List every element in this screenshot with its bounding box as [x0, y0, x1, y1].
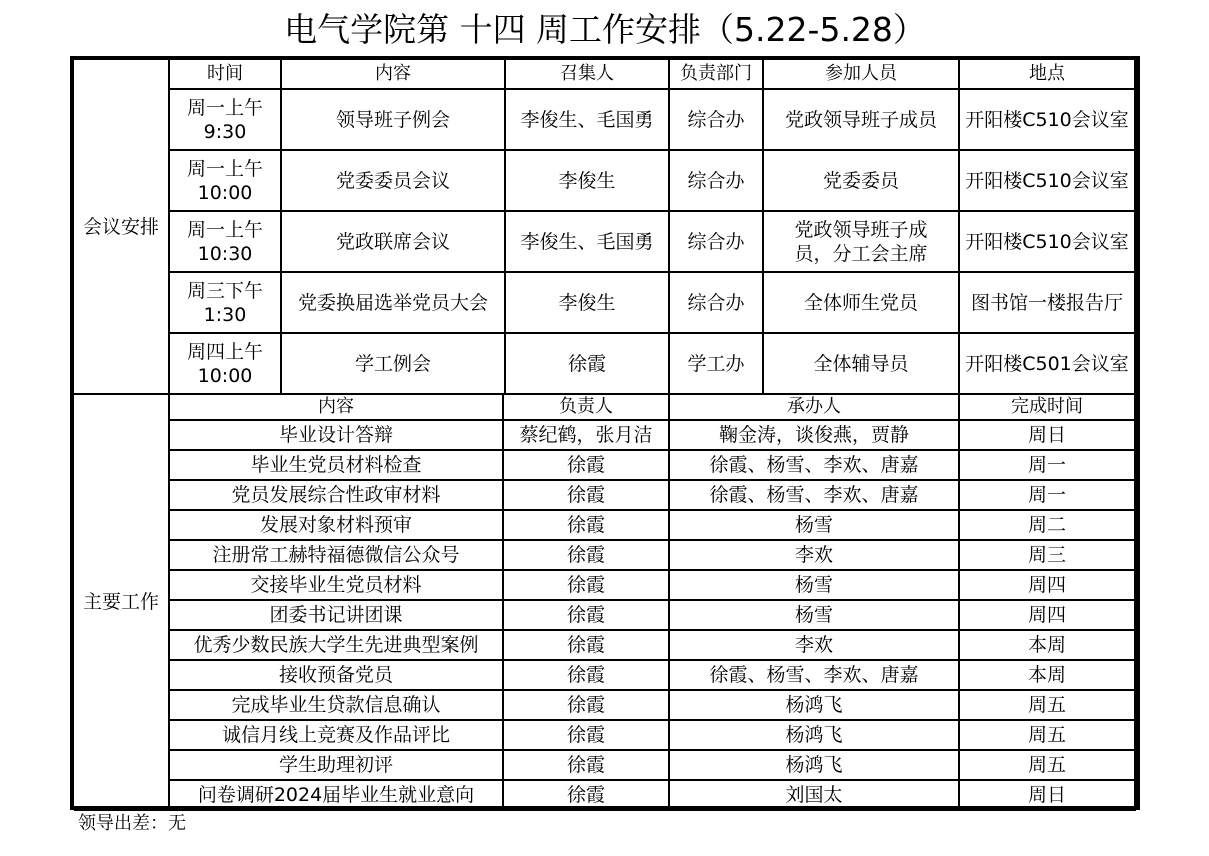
work-cell: 团委书记讲团课: [170, 601, 504, 631]
work-cell: 毕业设计答辩: [170, 421, 504, 451]
work-header-cell: 内容: [170, 395, 504, 421]
work-cell: 徐霞、杨雪、李欢、唐嘉: [670, 661, 960, 691]
work-cell: 蔡纪鹤，张月洁: [504, 421, 670, 451]
meeting-cell: 党委委员会议: [282, 151, 506, 212]
work-cell: 杨鸿飞: [670, 751, 960, 781]
meeting-header-cell: 内容: [282, 60, 506, 90]
meeting-cell: 李俊生、毛国勇: [506, 90, 670, 151]
work-cell: 徐霞: [504, 511, 670, 541]
work-cell: 学生助理初评: [170, 751, 504, 781]
work-cell: 李欢: [670, 541, 960, 571]
meeting-header-cell: 负责部门: [670, 60, 764, 90]
work-cell: 诚信月线上竞赛及作品评比: [170, 721, 504, 751]
work-cell: 周四: [960, 601, 1136, 631]
schedule-table: [70, 56, 1140, 810]
footer-note: 领导出差：无: [78, 813, 186, 834]
meeting-cell: 开阳楼C501会议室: [960, 334, 1136, 395]
meeting-cell: 李俊生、毛国勇: [506, 212, 670, 273]
page-title: 电气学院第 十四 周工作安排（5.22-5.28）: [284, 10, 926, 49]
work-header-cell: 完成时间: [960, 395, 1136, 421]
work-cell: 杨雪: [670, 571, 960, 601]
work-cell: 徐霞: [504, 631, 670, 661]
work-cell: 周四: [960, 571, 1136, 601]
work-header-cell: 承办人: [670, 395, 960, 421]
meeting-cell: 周四上午 10:00: [170, 334, 282, 395]
work-cell: 徐霞、杨雪、李欢、唐嘉: [670, 481, 960, 511]
work-cell: 优秀少数民族大学生先进典型案例: [170, 631, 504, 661]
work-cell: 发展对象材料预审: [170, 511, 504, 541]
meeting-header-cell: 参加人员: [764, 60, 960, 90]
work-cell: 徐霞: [504, 751, 670, 781]
meeting-cell: 党政领导班子成员: [764, 90, 960, 151]
work-cell: 周五: [960, 721, 1136, 751]
meeting-header-cell: 地点: [960, 60, 1136, 90]
work-cell: 完成毕业生贷款信息确认: [170, 691, 504, 721]
meeting-cell: 李俊生: [506, 273, 670, 334]
meeting-cell: 开阳楼C510会议室: [960, 90, 1136, 151]
meeting-cell: 周一上午 10:30: [170, 212, 282, 273]
work-cell: 周五: [960, 751, 1136, 781]
work-cell: 毕业生党员材料检查: [170, 451, 504, 481]
meeting-cell: 综合办: [670, 90, 764, 151]
meeting-cell: 学工例会: [282, 334, 506, 395]
work-cell: 本周: [960, 661, 1136, 691]
work-cell: 注册常工赫特福德微信公众号: [170, 541, 504, 571]
work-cell: 接收预备党员: [170, 661, 504, 691]
work-cell: 交接毕业生党员材料: [170, 571, 504, 601]
work-cell: 鞠金涛，谈俊燕，贾静: [670, 421, 960, 451]
work-cell: 徐霞: [504, 691, 670, 721]
work-cell: 周三: [960, 541, 1136, 571]
meeting-cell: 党政领导班子成 员，分工会主席: [764, 212, 960, 273]
meeting-cell: 全体师生党员: [764, 273, 960, 334]
work-cell: 刘国太: [670, 781, 960, 811]
work-cell: 李欢: [670, 631, 960, 661]
meeting-cell: 周三下午 1:30: [170, 273, 282, 334]
meeting-cell: 图书馆一楼报告厅: [960, 273, 1136, 334]
meeting-cell: 党政联席会议: [282, 212, 506, 273]
work-cell: 党员发展综合性政审材料: [170, 481, 504, 511]
meeting-header-cell: 召集人: [506, 60, 670, 90]
work-cell: 周日: [960, 781, 1136, 811]
meeting-cell: 综合办: [670, 151, 764, 212]
work-cell: 徐霞: [504, 451, 670, 481]
work-cell: 周五: [960, 691, 1136, 721]
meeting-cell: 综合办: [670, 273, 764, 334]
work-cell: 杨鸿飞: [670, 691, 960, 721]
meeting-cell: 周一上午 10:00: [170, 151, 282, 212]
work-cell: 周二: [960, 511, 1136, 541]
work-cell: 徐霞: [504, 481, 670, 511]
meeting-cell: 徐霞: [506, 334, 670, 395]
work-cell: 徐霞: [504, 541, 670, 571]
work-cell: 徐霞: [504, 601, 670, 631]
work-cell: 徐霞: [504, 571, 670, 601]
work-cell: 本周: [960, 631, 1136, 661]
meeting-cell: 综合办: [670, 212, 764, 273]
meeting-section-label: 会议安排: [74, 60, 170, 395]
meeting-cell: 全体辅导员: [764, 334, 960, 395]
work-cell: 周日: [960, 421, 1136, 451]
work-header-cell: 负责人: [504, 395, 670, 421]
work-cell: 徐霞: [504, 721, 670, 751]
meeting-cell: 学工办: [670, 334, 764, 395]
meeting-header-cell: 时间: [170, 60, 282, 90]
meeting-cell: 开阳楼C510会议室: [960, 212, 1136, 273]
work-cell: 徐霞、杨雪、李欢、唐嘉: [670, 451, 960, 481]
meeting-cell: 开阳楼C510会议室: [960, 151, 1136, 212]
meeting-cell: 周一上午 9:30: [170, 90, 282, 151]
meeting-cell: 领导班子例会: [282, 90, 506, 151]
meeting-cell: 李俊生: [506, 151, 670, 212]
work-cell: 徐霞: [504, 661, 670, 691]
work-section-label: 主要工作: [74, 395, 170, 811]
work-cell: 徐霞: [504, 781, 670, 811]
work-cell: 杨鸿飞: [670, 721, 960, 751]
work-cell: 周一: [960, 451, 1136, 481]
meeting-cell: 党委换届选举党员大会: [282, 273, 506, 334]
work-cell: 杨雪: [670, 511, 960, 541]
work-cell: 问卷调研2024届毕业生就业意向: [170, 781, 504, 811]
meeting-cell: 党委委员: [764, 151, 960, 212]
work-cell: 杨雪: [670, 601, 960, 631]
work-cell: 周一: [960, 481, 1136, 511]
